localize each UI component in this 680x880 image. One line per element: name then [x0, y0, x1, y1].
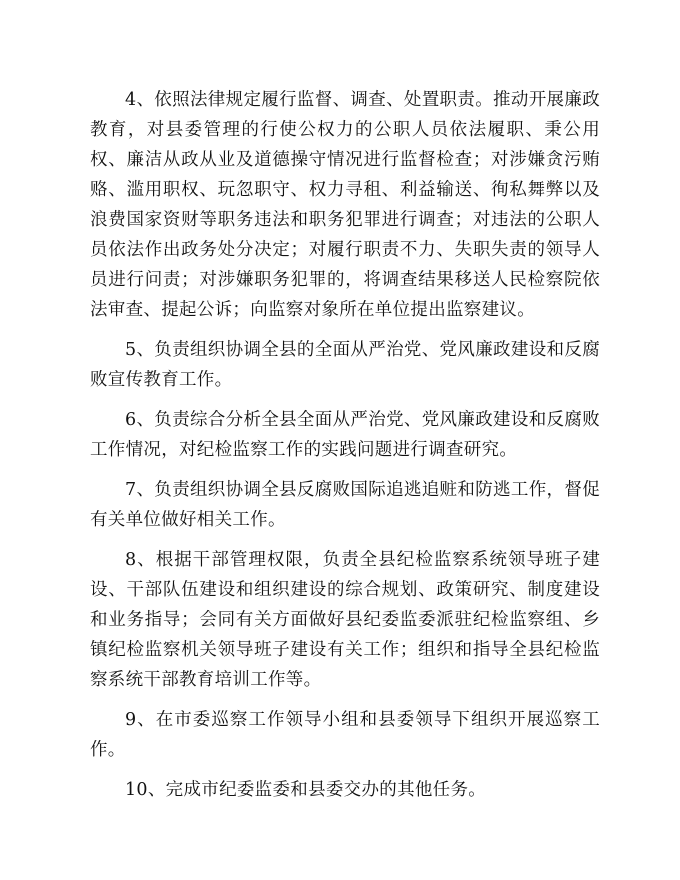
paragraph-item-4: 4、依照法律规定履行监督、调查、处置职责。推动开展廉政教育，对县委管理的行使公权力的公职人员依法履职、秉公用权、廉洁从政从业及道德操守情况进行监督检查；对涉嫌贪污贿赂、滥用职权、玩忽职守、权力寻租、利益输送、徇私舞弊以及浪费国家资财等职务违法和职务犯罪进行调查；对违法的公职人员依法作出政务处分决定；对履行职责不力、失职失责的领导人员进行问责；对涉嫌职务犯罪的，将调查结果移送人民检察院依法审查、提起公诉；向监察对象所在单位提出监察建议。	[90, 90, 600, 320]
document-body	[90, 85, 600, 815]
paragraph-item-8: 8、根据干部管理权限，负责全县纪检监察系统领导班子建设、干部队伍建设和组织建设的综合规划、政策研究、制度建设和业务指导；会同有关方面做好县纪委监委派驻纪检监察组、乡镇纪检监察机关领导班子建设有关工作；组织和指导全县纪检监察系统干部教育培训工作等。	[90, 550, 600, 690]
paragraph-item-9: 9、在市委巡察工作领导小组和县委领导下组织开展巡察工作。	[90, 710, 600, 760]
paragraph-item-5: 5、负责组织协调全县的全面从严治党、党风廉政建设和反腐败宣传教育工作。	[90, 340, 600, 390]
paragraph-item-7: 7、负责组织协调全县反腐败国际追逃追赃和防逃工作，督促有关单位做好相关工作。	[90, 480, 600, 530]
paragraph-item-10: 10、完成市纪委监委和县委交办的其他任务。	[125, 780, 487, 800]
paragraph-item-6: 6、负责综合分析全县全面从严治党、党风廉政建设和反腐败工作情况，对纪检监察工作的实践问题进行调查研究。	[90, 410, 600, 460]
